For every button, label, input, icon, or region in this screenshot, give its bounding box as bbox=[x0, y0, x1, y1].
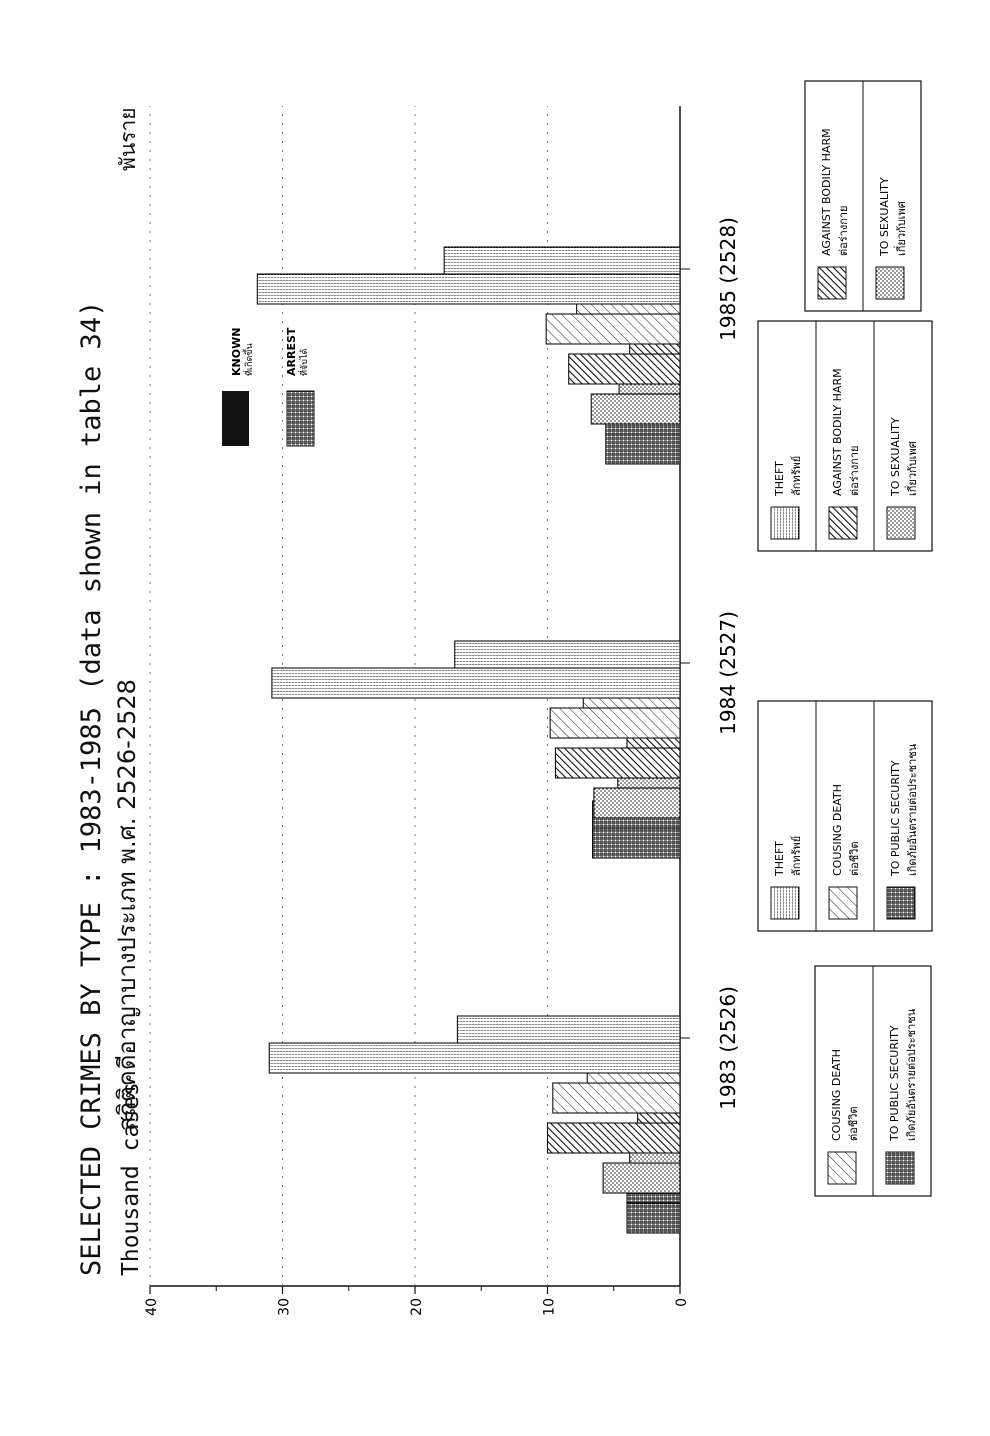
legend-label: THEFT bbox=[773, 841, 786, 876]
y-axis-label: Thousand cases bbox=[118, 1082, 144, 1276]
legend-label-thai: เกิดภัยอันตรายต่อประชาชน bbox=[906, 743, 919, 876]
arrest-label-thai: ที่จับได้ bbox=[300, 348, 310, 376]
legend-label-thai: ลักทรัพย์ bbox=[790, 455, 803, 496]
legend-label: TO SEXUALITY bbox=[878, 177, 891, 256]
known-label-thai: ที่เกิดขึ้น bbox=[245, 343, 255, 376]
legend-swatch bbox=[771, 887, 799, 919]
y-tick-label: 20 bbox=[409, 1298, 425, 1316]
legend-swatch bbox=[829, 507, 857, 539]
bar-known bbox=[550, 708, 680, 738]
bar-arrest bbox=[444, 247, 680, 274]
legend-swatch bbox=[828, 1152, 856, 1184]
legend-label: COUSING DEATH bbox=[831, 784, 844, 876]
bar-known bbox=[548, 1123, 681, 1153]
y-tick-label: 30 bbox=[276, 1298, 293, 1316]
category-labels bbox=[716, 217, 740, 1110]
bar-known bbox=[555, 748, 680, 778]
legend-swatch bbox=[876, 267, 904, 299]
legend-swatch bbox=[829, 887, 857, 919]
arrest-swatch bbox=[287, 391, 314, 446]
bar-known bbox=[546, 314, 680, 344]
bar-known bbox=[593, 828, 680, 858]
bar-known bbox=[269, 1043, 680, 1073]
y-tick-label: 10 bbox=[541, 1298, 558, 1316]
legend-label: THEFT bbox=[773, 461, 786, 496]
legend-swatch bbox=[818, 267, 846, 299]
category-label: 1983 (2526) bbox=[716, 986, 740, 1110]
legend-swatch bbox=[886, 1152, 914, 1184]
pattern-legend bbox=[758, 81, 932, 1196]
bar-known bbox=[606, 434, 680, 464]
legend-label: AGAINST BODILY HARM bbox=[820, 128, 833, 256]
bar-known bbox=[257, 274, 680, 304]
legend-swatch bbox=[887, 887, 915, 919]
legend-label: TO SEXUALITY bbox=[889, 417, 902, 496]
bar-known bbox=[594, 788, 680, 818]
chart-area bbox=[76, 81, 932, 1316]
legend-label-thai: เกิดภัยอันตรายต่อประชาชน bbox=[905, 1008, 918, 1141]
bar-known bbox=[627, 1203, 680, 1233]
legend-label-thai: ต่อชีวิต bbox=[847, 1106, 860, 1141]
y-axis-unit-thai: พันราย bbox=[116, 107, 140, 171]
legend-label-thai: เกี่ยวกับเพศ bbox=[906, 441, 919, 496]
legend-label-thai: เกี่ยวกับเพศ bbox=[895, 201, 908, 256]
bar-arrest bbox=[455, 641, 680, 668]
legend-swatch bbox=[771, 507, 799, 539]
known-arrest-key bbox=[222, 327, 314, 446]
bar-arrest bbox=[457, 1016, 680, 1043]
legend-label-thai: ต่อชีวิต bbox=[848, 841, 861, 876]
legend-swatch bbox=[887, 507, 915, 539]
legend-label: TO PUBLIC SECURITY bbox=[889, 760, 902, 876]
bar-known bbox=[591, 394, 680, 424]
chart-title: SELECTED CRIMES BY TYPE : 1983-1985 (data shown in table 34) bbox=[76, 300, 107, 1276]
legend-label: AGAINST BODILY HARM bbox=[831, 368, 844, 496]
legend-label: COUSING DEATH bbox=[830, 1049, 843, 1141]
bars bbox=[257, 247, 680, 1233]
y-tick-label: 40 bbox=[144, 1298, 160, 1316]
known-label: KNOWN bbox=[230, 327, 243, 376]
y-tick-label: 0 bbox=[674, 1298, 690, 1307]
bar-known bbox=[553, 1083, 680, 1113]
legend-label-thai: ต่อร่างกาย bbox=[837, 205, 850, 256]
legend-label-thai: ต่อร่างกาย bbox=[848, 445, 861, 496]
chart-subtitle: สถิติคดีอาญาบางประเภท พ.ศ. 2526-2528 bbox=[113, 679, 141, 1131]
known-swatch bbox=[222, 391, 249, 446]
arrest-label: ARREST bbox=[285, 327, 298, 376]
bar-known bbox=[569, 354, 680, 384]
bar-known bbox=[272, 668, 680, 698]
bar-known bbox=[603, 1163, 680, 1193]
category-label: 1985 (2528) bbox=[716, 217, 740, 341]
category-label: 1984 (2527) bbox=[716, 611, 740, 735]
legend-label: TO PUBLIC SECURITY bbox=[888, 1025, 901, 1141]
legend-label-thai: ลักทรัพย์ bbox=[790, 835, 803, 876]
